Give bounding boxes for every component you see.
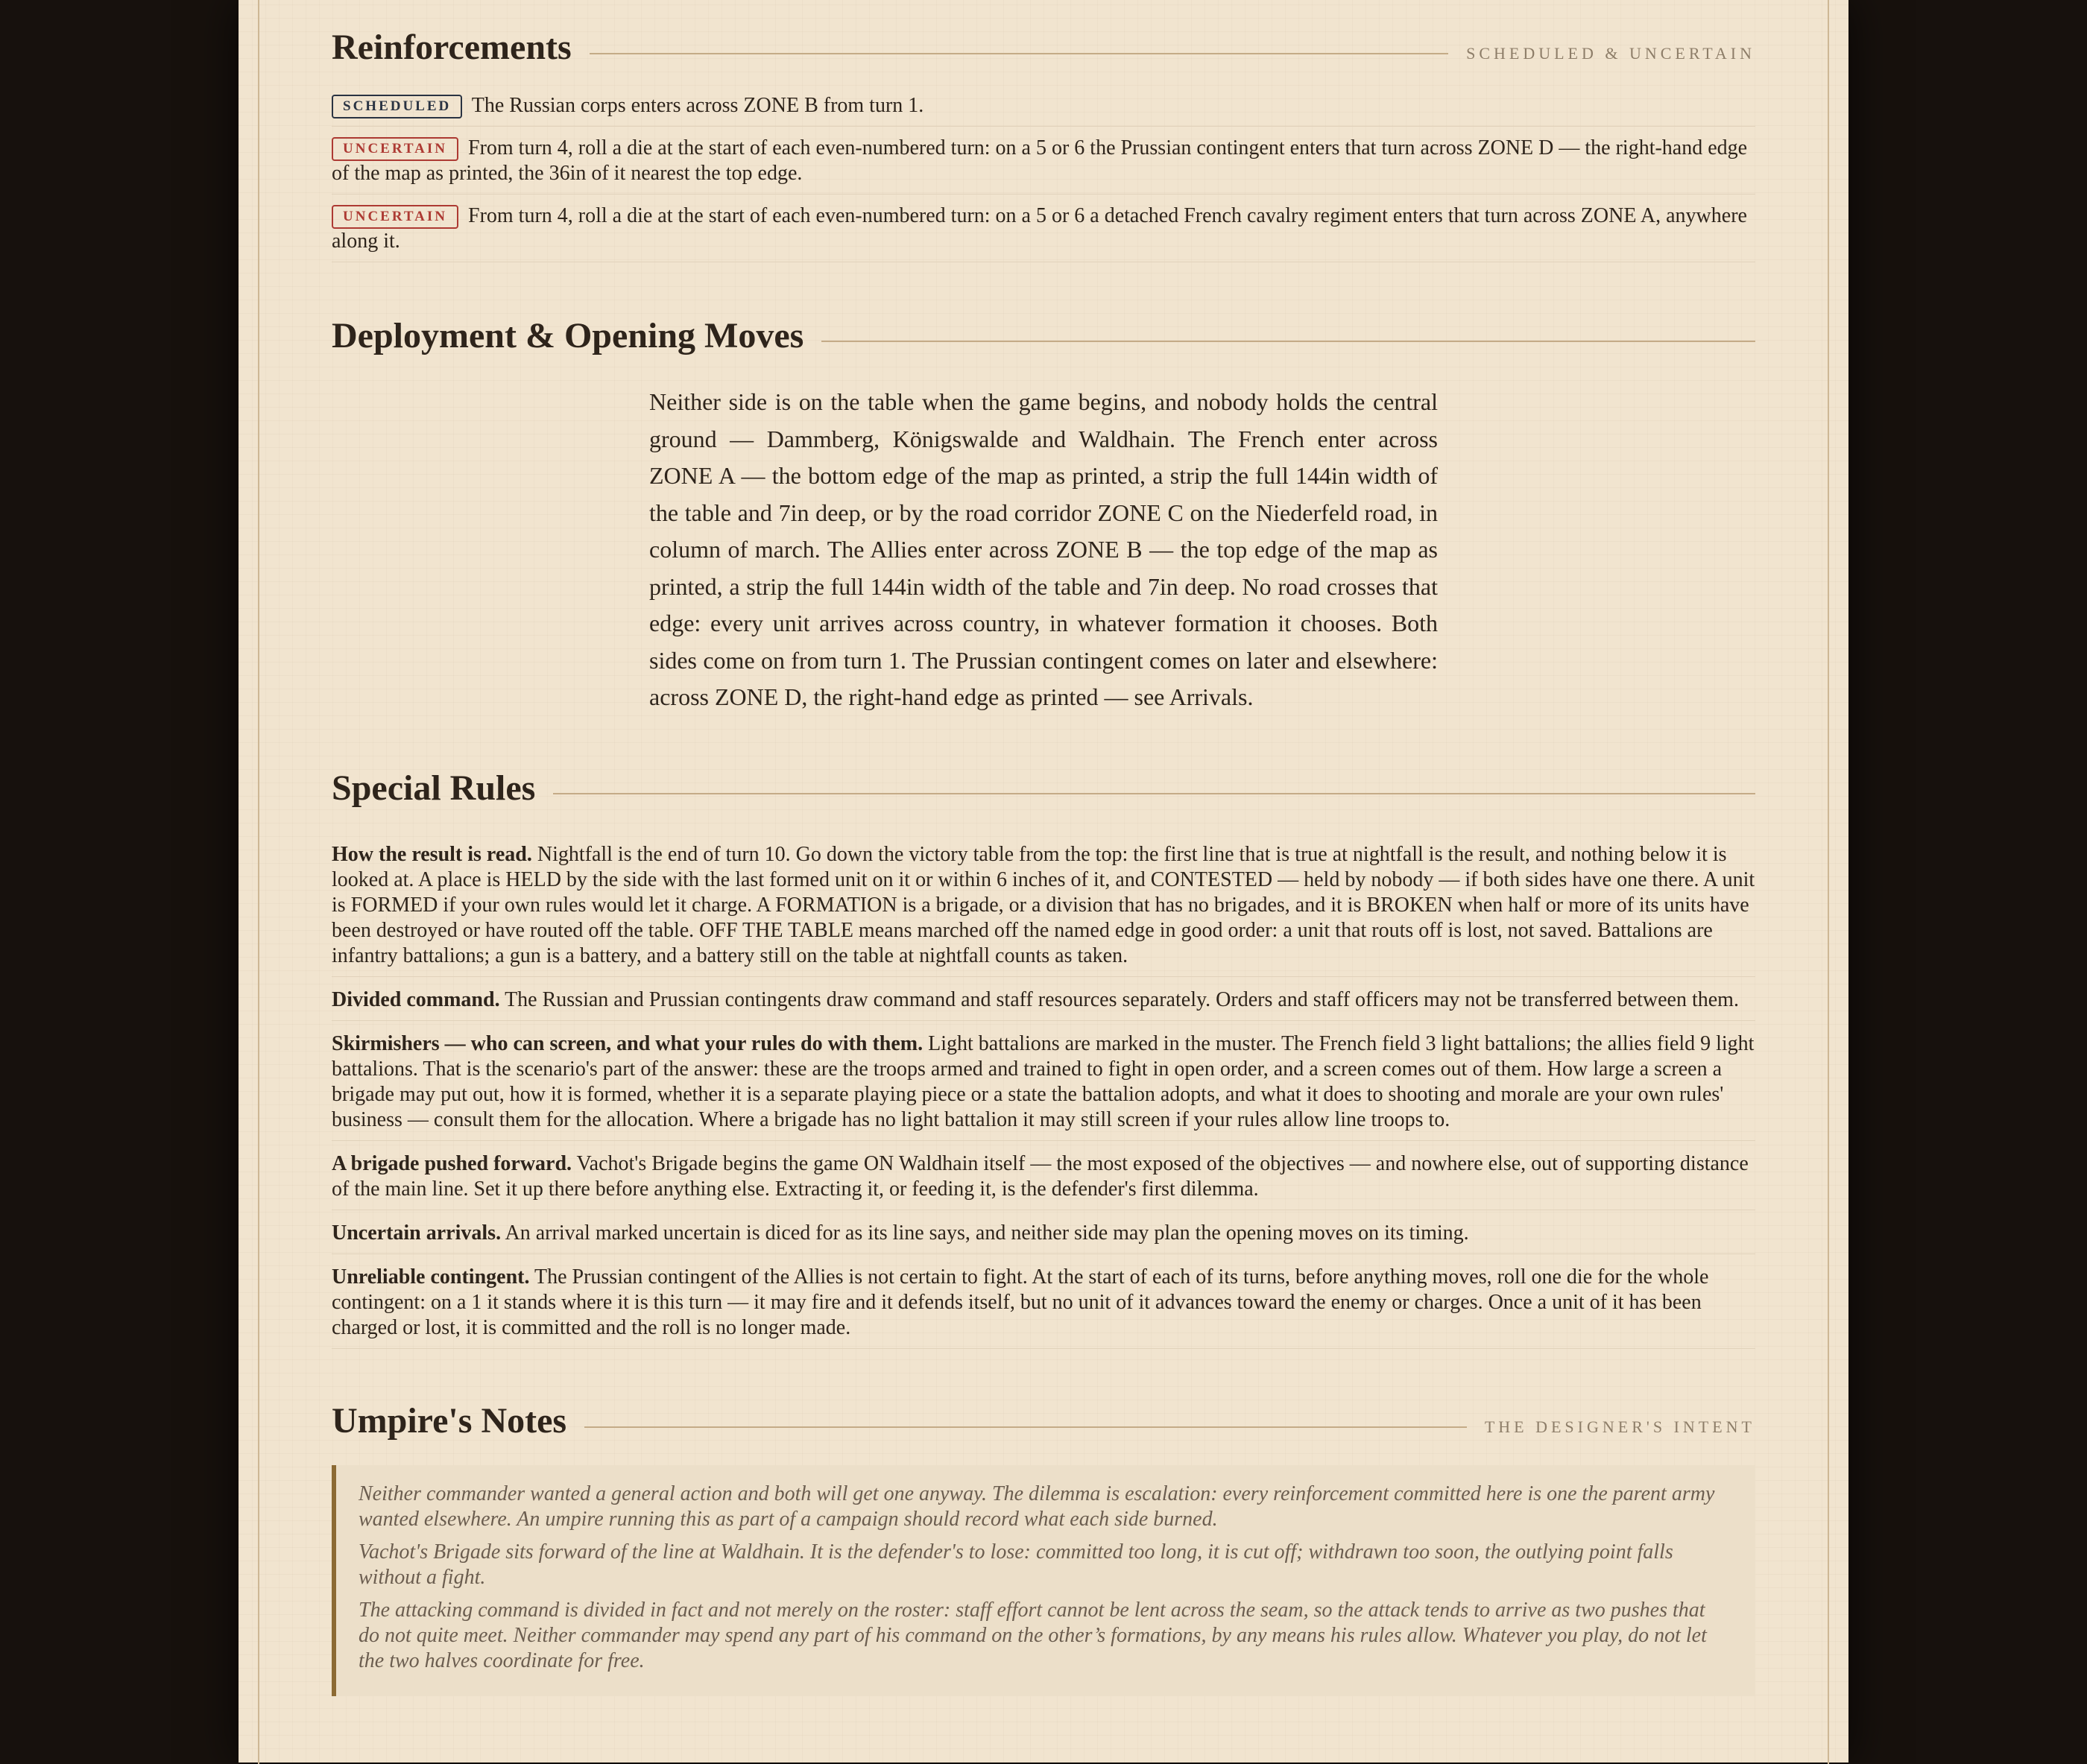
rule-heading: Divided command. bbox=[332, 988, 500, 1012]
deployment-title: Deployment & Opening Moves bbox=[332, 315, 804, 355]
rule-heading: Uncertain arrivals. bbox=[332, 1221, 502, 1245]
rule-text: Nightfall is the end of turn 10. Go down the victory table from the top: the first line that is true at nightfall is the result, and nothing below it is looked at. A place is HELD by the side with the last formed unit on it or within 6 inches of it, and CONTESTED — held by nobody — if both sides have one there. A unit is FORMED if your own rules would let it charge. A FORMATION is a brigade, or a division that has no brigades, and it is BROKEN when half or more of its units have been destroyed or have routed off the table. OFF THE TABLE means marched off the named edge in good order: a unit that routs off is lost, not saved. Battalions are infantry battalions; a gun is a battery, and a battery still on the table at nightfall counts as taken. bbox=[332, 843, 1755, 968]
deployment-text: Neither side is on the table when the game begins, and nobody holds the central ground — Dammberg, Königswalde and Waldhain. The French enter across ZONE A — the bottom edge of the map as printed, a strip the full 144in width of the table and 7in deep, or by the road corridor ZONE C on the Niederfeld road, in column of march. The Allies enter across ZONE B — the top edge of the map as printed, a strip the full 144in width of the table and 7in deep. No road crosses that edge: every unit arrives across country, in whatever formation it chooses. Both sides come on from turn 1. The Prussian contingent comes on later and elsewhere: across ZONE D, the right-hand edge as printed — see Arrivals. bbox=[649, 388, 1438, 711]
special-rules-section bbox=[332, 767, 1755, 1350]
deployment-section bbox=[332, 314, 1755, 716]
uncertain-badge: UNCERTAIN bbox=[332, 205, 458, 229]
rule-item bbox=[332, 1151, 1755, 1210]
reinforcements-kicker: SCHEDULED & UNCERTAIN bbox=[1466, 43, 1755, 63]
special-rules-header bbox=[332, 767, 1755, 810]
section-rule bbox=[590, 53, 1448, 54]
rule-heading: Unreliable contingent. bbox=[332, 1265, 530, 1289]
rule-heading: A brigade pushed forward. bbox=[332, 1152, 572, 1176]
umpire-notes-title: Umpire's Notes bbox=[332, 1401, 567, 1441]
rule-item bbox=[332, 1221, 1755, 1254]
reinforcements-title: Reinforcements bbox=[332, 28, 572, 67]
arrival-text: From turn 4, roll a die at the start of each even-numbered turn: on a 5 or 6 a detached French cavalry regiment enters that turn across ZONE A, anywhere along it. bbox=[332, 203, 1747, 253]
deployment-header bbox=[332, 314, 1755, 358]
scheduled-badge: SCHEDULED bbox=[332, 95, 462, 118]
umpire-notes-section bbox=[332, 1400, 1755, 1696]
umpire-note: The attacking command is divided in fact and not merely on the roster: staff effort cannot be lent across the seam, so the attack tends to arrive as two pushes that do not quite meet. Neither commander may spend any part of his command on the other’s formations, by any means his rules allow. Whatever you play, do not let the two halves coordinate for free. bbox=[359, 1598, 1707, 1672]
arrival-text: From turn 4, roll a die at the start of each even-numbered turn: on a 5 or 6 the Prussian contingent enters that turn across ZONE D — the right-hand edge of the map as printed, the 36in of it nearest the top edge. bbox=[332, 136, 1748, 185]
rule-text: The Prussian contingent of the Allies is not certain to fight. At the start of each of its turns, before anything moves, roll one die for the whole contingent: on a 1 it stands where it is this turn — it may fire and it defends itself, but no unit of it advances toward the enemy or charges. Once a unit of it has been charged or lost, it is committed and the roll is no longer made. bbox=[332, 1265, 1709, 1340]
reinforcements-header bbox=[332, 26, 1755, 69]
rule-text: The Russian and Prussian contingents draw command and staff resources separately. Orders and staff officers may not be transferred between them. bbox=[505, 988, 1739, 1012]
rule-item bbox=[332, 1265, 1755, 1349]
rule-heading: How the result is read. bbox=[332, 843, 532, 867]
rule-item bbox=[332, 1031, 1755, 1141]
section-rule bbox=[553, 793, 1755, 794]
rule-text: Vachot's Brigade begins the game ON Waldhain itself — the most exposed of the objectives — and nowhere else, out of supporting distance of the main line. Set it up there before anything else. Extracting it, or feeding it, is the defender's first dilemma. bbox=[332, 1152, 1749, 1201]
rules-list bbox=[332, 842, 1755, 1349]
rule-item bbox=[332, 987, 1755, 1021]
umpire-notes-block bbox=[332, 1465, 1755, 1696]
rule-heading: Skirmishers — who can screen, and what your rules do with them. bbox=[332, 1032, 923, 1056]
rule-text: Light battalions are marked in the muster. The French field 3 light battalions; the allies field 9 light battalions. That is the scenario's part of the answer: these are the troops armed and trained to fight in open order, and a screen comes out of them. How large a screen a brigade may put out, how it is formed, whether it is a separate playing piece or a state the battalion adopts, and what it does to shooting and morale are your own rules' business — consult them for the allocation. Where a brigade has no light battalion it may still screen if your rules allow line troops to. bbox=[332, 1032, 1755, 1132]
arrival-item bbox=[332, 93, 1755, 127]
uncertain-badge: UNCERTAIN bbox=[332, 137, 458, 161]
rule-text: An arrival marked uncertain is diced for as its line says, and neither side may plan the opening moves on its timing. bbox=[505, 1221, 1469, 1245]
umpire-note: Neither commander wanted a general action and both will get one anyway. The dilemma is escalation: every reinforcement committed here is one the parent army wanted elsewhere. An umpire running this as part of a campaign should record what each side burned. bbox=[359, 1482, 1715, 1531]
page-content bbox=[332, 0, 1755, 1696]
umpire-note: Vachot's Brigade sits forward of the line at Waldhain. It is the defender's to lose: committed too long, it is cut off; withdrawn too soon, the outlying point falls without a fight. bbox=[359, 1540, 1673, 1589]
arrival-text: The Russian corps enters across ZONE B from turn 1. bbox=[471, 93, 924, 117]
section-rule bbox=[584, 1426, 1467, 1428]
scenario-page bbox=[239, 0, 1848, 1763]
arrival-item bbox=[332, 203, 1755, 262]
section-rule bbox=[821, 341, 1755, 342]
special-rules-title: Special Rules bbox=[332, 768, 536, 808]
umpire-notes-header bbox=[332, 1400, 1755, 1443]
arrival-item bbox=[332, 136, 1755, 195]
rule-item bbox=[332, 842, 1755, 977]
umpire-notes-kicker: THE DESIGNER'S INTENT bbox=[1484, 1417, 1755, 1437]
reinforcements-section bbox=[332, 26, 1755, 262]
arrivals-list bbox=[332, 93, 1755, 262]
